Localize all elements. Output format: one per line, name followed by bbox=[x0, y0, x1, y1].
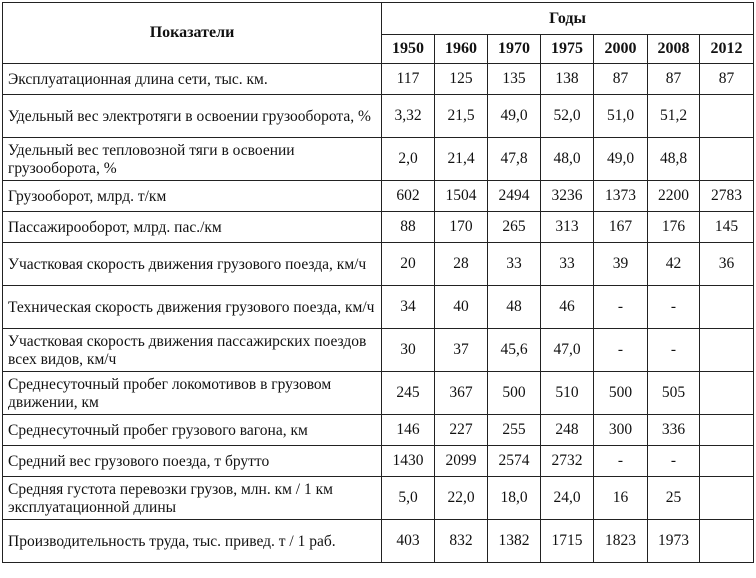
value-cell-1970: 135 bbox=[488, 64, 541, 95]
table-row bbox=[3, 138, 754, 181]
value-cell-1950: 3,32 bbox=[382, 95, 435, 138]
value-cell-2012 bbox=[700, 329, 754, 372]
row-label: Производительность труда, тыс. привед. т / 1 раб. bbox=[3, 520, 382, 563]
value-cell-2012 bbox=[700, 446, 754, 477]
value-cell-1950: 88 bbox=[382, 212, 435, 243]
indicators-header: Показатели bbox=[3, 3, 382, 64]
value-cell-2000: 49,0 bbox=[594, 138, 648, 181]
value-cell-2012: 87 bbox=[700, 64, 754, 95]
value-cell-1960: 832 bbox=[435, 520, 488, 563]
value-cell-1970: 2574 bbox=[488, 446, 541, 477]
table-row bbox=[3, 181, 754, 212]
value-cell-2000: 1823 bbox=[594, 520, 648, 563]
year-header-2008: 2008 bbox=[648, 35, 700, 64]
value-cell-1950: 245 bbox=[382, 372, 435, 415]
year-header-1970: 1970 bbox=[488, 35, 541, 64]
value-cell-2008: 176 bbox=[648, 212, 700, 243]
value-cell-1950: 403 bbox=[382, 520, 435, 563]
row-label: Техническая скорость движения грузового поезда, км/ч bbox=[3, 286, 382, 329]
year-header-2000: 2000 bbox=[594, 35, 648, 64]
table-row bbox=[3, 520, 754, 563]
value-cell-2008: - bbox=[648, 446, 700, 477]
value-cell-2012: 2783 bbox=[700, 181, 754, 212]
table-row bbox=[3, 286, 754, 329]
value-cell-2000: 51,0 bbox=[594, 95, 648, 138]
row-label: Эксплуатационная длина сети, тыс. км. bbox=[3, 64, 382, 95]
value-cell-2012: 145 bbox=[700, 212, 754, 243]
years-header: Годы bbox=[382, 3, 754, 35]
row-label: Участковая скорость движения пассажирских поездов всех видов, км/ч bbox=[3, 329, 382, 372]
row-label: Пассажирооборот, млрд. пас./км bbox=[3, 212, 382, 243]
value-cell-1950: 1430 bbox=[382, 446, 435, 477]
value-cell-2000: 39 bbox=[594, 243, 648, 286]
value-cell-1960: 367 bbox=[435, 372, 488, 415]
value-cell-1950: 2,0 bbox=[382, 138, 435, 181]
table-row bbox=[3, 372, 754, 415]
value-cell-1975: 138 bbox=[541, 64, 594, 95]
value-cell-1960: 28 bbox=[435, 243, 488, 286]
table-row bbox=[3, 329, 754, 372]
value-cell-2008: 48,8 bbox=[648, 138, 700, 181]
row-label: Средний вес грузового поезда, т брутто bbox=[3, 446, 382, 477]
value-cell-2008: 87 bbox=[648, 64, 700, 95]
value-cell-1970: 45,6 bbox=[488, 329, 541, 372]
value-cell-2008: 42 bbox=[648, 243, 700, 286]
value-cell-2008: - bbox=[648, 286, 700, 329]
value-cell-1960: 40 bbox=[435, 286, 488, 329]
value-cell-2008: 1973 bbox=[648, 520, 700, 563]
value-cell-2012 bbox=[700, 95, 754, 138]
value-cell-1960: 21,4 bbox=[435, 138, 488, 181]
value-cell-2000: - bbox=[594, 446, 648, 477]
year-header-2012: 2012 bbox=[700, 35, 754, 64]
value-cell-1970: 2494 bbox=[488, 181, 541, 212]
value-cell-2008: 2200 bbox=[648, 181, 700, 212]
value-cell-1970: 18,0 bbox=[488, 477, 541, 520]
value-cell-1950: 30 bbox=[382, 329, 435, 372]
value-cell-2008: 25 bbox=[648, 477, 700, 520]
value-cell-1970: 500 bbox=[488, 372, 541, 415]
table-row bbox=[3, 64, 754, 95]
table-row bbox=[3, 446, 754, 477]
table-row bbox=[3, 212, 754, 243]
value-cell-1960: 227 bbox=[435, 415, 488, 446]
indicators-table bbox=[2, 2, 754, 563]
value-cell-1975: 47,0 bbox=[541, 329, 594, 372]
row-label: Удельный вес тепловозной тяги в освоении грузооборота, % bbox=[3, 138, 382, 181]
value-cell-2012 bbox=[700, 415, 754, 446]
table-row bbox=[3, 243, 754, 286]
value-cell-1960: 22,0 bbox=[435, 477, 488, 520]
row-label: Средняя густота перевозки грузов, млн. км / 1 км эксплуатационной длины bbox=[3, 477, 382, 520]
value-cell-1950: 34 bbox=[382, 286, 435, 329]
year-header-1960: 1960 bbox=[435, 35, 488, 64]
value-cell-2000: 500 bbox=[594, 372, 648, 415]
value-cell-1975: 2732 bbox=[541, 446, 594, 477]
table-row bbox=[3, 95, 754, 138]
value-cell-1970: 49,0 bbox=[488, 95, 541, 138]
row-label: Удельный вес электротяги в освоении грузооборота, % bbox=[3, 95, 382, 138]
row-label: Среднесуточный пробег локомотивов в грузовом движении, км bbox=[3, 372, 382, 415]
value-cell-2012 bbox=[700, 477, 754, 520]
value-cell-1975: 46 bbox=[541, 286, 594, 329]
year-header-1950: 1950 bbox=[382, 35, 435, 64]
value-cell-1975: 248 bbox=[541, 415, 594, 446]
value-cell-1975: 1715 bbox=[541, 520, 594, 563]
value-cell-2000: - bbox=[594, 329, 648, 372]
row-label: Среднесуточный пробег грузового вагона, км bbox=[3, 415, 382, 446]
value-cell-1975: 3236 bbox=[541, 181, 594, 212]
year-header-1975: 1975 bbox=[541, 35, 594, 64]
row-label: Участковая скорость движения грузового поезда, км/ч bbox=[3, 243, 382, 286]
value-cell-2012 bbox=[700, 138, 754, 181]
value-cell-1970: 265 bbox=[488, 212, 541, 243]
value-cell-1960: 170 bbox=[435, 212, 488, 243]
value-cell-2000: 300 bbox=[594, 415, 648, 446]
value-cell-1975: 33 bbox=[541, 243, 594, 286]
value-cell-1960: 125 bbox=[435, 64, 488, 95]
value-cell-2008: 505 bbox=[648, 372, 700, 415]
value-cell-1970: 255 bbox=[488, 415, 541, 446]
value-cell-2000: 167 bbox=[594, 212, 648, 243]
value-cell-2012 bbox=[700, 286, 754, 329]
value-cell-1975: 313 bbox=[541, 212, 594, 243]
value-cell-1975: 510 bbox=[541, 372, 594, 415]
value-cell-1970: 48 bbox=[488, 286, 541, 329]
table-row bbox=[3, 415, 754, 446]
value-cell-1960: 2099 bbox=[435, 446, 488, 477]
value-cell-2000: 1373 bbox=[594, 181, 648, 212]
value-cell-2000: - bbox=[594, 286, 648, 329]
value-cell-1970: 33 bbox=[488, 243, 541, 286]
value-cell-1970: 1382 bbox=[488, 520, 541, 563]
value-cell-2008: 51,2 bbox=[648, 95, 700, 138]
value-cell-1975: 52,0 bbox=[541, 95, 594, 138]
value-cell-1960: 21,5 bbox=[435, 95, 488, 138]
value-cell-2012 bbox=[700, 520, 754, 563]
value-cell-2000: 87 bbox=[594, 64, 648, 95]
value-cell-2008: - bbox=[648, 329, 700, 372]
value-cell-1950: 117 bbox=[382, 64, 435, 95]
table-row bbox=[3, 477, 754, 520]
value-cell-1950: 146 bbox=[382, 415, 435, 446]
value-cell-2012: 36 bbox=[700, 243, 754, 286]
value-cell-1975: 24,0 bbox=[541, 477, 594, 520]
value-cell-1960: 1504 bbox=[435, 181, 488, 212]
value-cell-1950: 5,0 bbox=[382, 477, 435, 520]
value-cell-1950: 20 bbox=[382, 243, 435, 286]
value-cell-1970: 47,8 bbox=[488, 138, 541, 181]
value-cell-1950: 602 bbox=[382, 181, 435, 212]
value-cell-1960: 37 bbox=[435, 329, 488, 372]
value-cell-2012 bbox=[700, 372, 754, 415]
value-cell-1975: 48,0 bbox=[541, 138, 594, 181]
row-label: Грузооборот, млрд. т/км bbox=[3, 181, 382, 212]
value-cell-2000: 16 bbox=[594, 477, 648, 520]
value-cell-2008: 336 bbox=[648, 415, 700, 446]
